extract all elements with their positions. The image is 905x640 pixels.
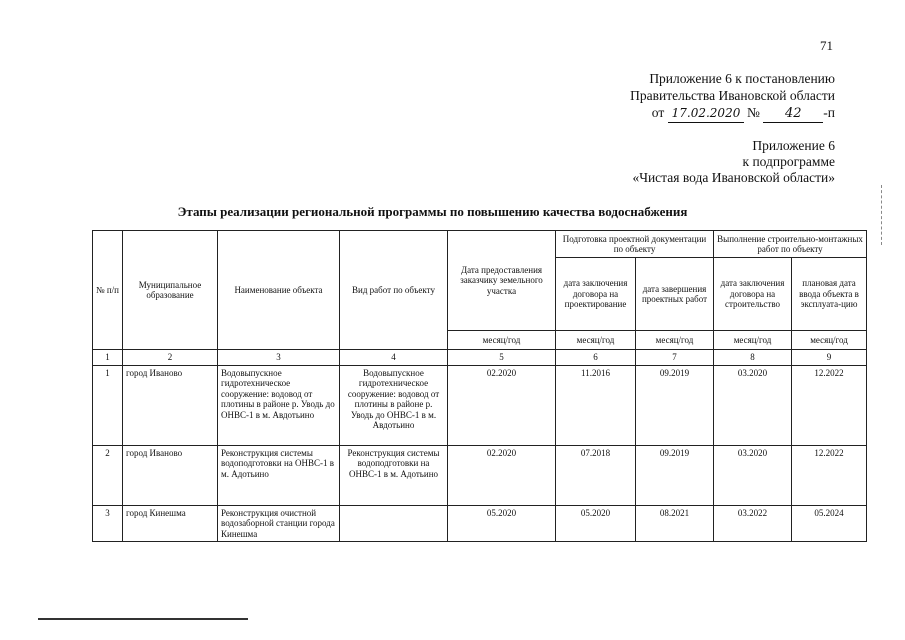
row-design-finish: 09.2019 [636,445,714,505]
row-municipality: город Иваново [123,365,218,445]
appendix-line-1: Приложение 6 к постановлению [649,71,835,86]
column-number: 1 [93,350,123,366]
row-municipality: город Иваново [123,445,218,505]
column-number-row [93,350,867,366]
table-row [93,445,867,505]
row-num: 2 [93,445,123,505]
appendix-date-line [630,104,835,123]
row-design-finish: 08.2021 [636,505,714,542]
row-land-date: 02.2020 [448,445,556,505]
column-number: 5 [448,350,556,366]
appendix-line-2: Правительства Ивановской области [630,88,835,103]
header-municipality: Муниципальное образование [123,231,218,350]
unit-cell: месяц/год [448,331,556,350]
header-object-name: Наименование объекта [218,231,340,350]
row-object-name: Реконструкция очистной водозаборной станции города Кинешма [218,505,340,542]
row-design-contract: 11.2016 [556,365,636,445]
unit-cell: месяц/год [714,331,792,350]
number-suffix: -п [823,105,835,120]
row-design-finish: 09.2019 [636,365,714,445]
row-object-name: Водовыпускное гидротехническое сооружение: водовод от плотины в районе р. Уводь до ОНВС-1 в м. Авдотьино [218,365,340,445]
footnote-divider [38,618,248,620]
unit-cell: месяц/год [636,331,714,350]
from-label: от [651,105,665,120]
scan-artifact-mark [881,185,883,245]
column-number: 4 [340,350,448,366]
header-work-type: Вид работ по объекту [340,231,448,350]
header-num: № п/п [93,231,123,350]
column-number: 3 [218,350,340,366]
unit-cell: месяц/год [792,331,867,350]
unit-cell: месяц/год [556,331,636,350]
row-work-type: Реконструкция системы водоподготовки на ОНВС-1 в м. Адотьино [340,445,448,505]
number-label: № [747,105,760,120]
row-land-date: 02.2020 [448,365,556,445]
row-construction-contract: 03.2022 [714,505,792,542]
column-number: 6 [556,350,636,366]
row-object-name: Реконструкция системы водоподготовки на ОНВС-1 в м. Адотьино [218,445,340,505]
header-row-1 [93,231,867,258]
row-construction-contract: 03.2020 [714,445,792,505]
row-commissioning: 12.2022 [792,365,867,445]
appendix-subprogram-block [632,138,835,186]
stages-table [92,230,867,542]
column-number: 7 [636,350,714,366]
header-commissioning: плановая дата ввода объекта в эксплуата-цию [792,258,867,331]
column-number: 2 [123,350,218,366]
handwritten-number: 42 [763,105,823,123]
header-design-finish: дата завершения проектных работ [636,258,714,331]
row-design-contract: 05.2020 [556,505,636,542]
row-num: 1 [93,365,123,445]
row-land-date: 05.2020 [448,505,556,542]
row-commissioning: 05.2024 [792,505,867,542]
header-group-construction: Выполнение строительно-монтажных работ по объекту [714,231,867,258]
header-land-date: Дата предоставления заказчику земельного участка [448,231,556,331]
appendix-sub-line-2: к подпрограмме [742,154,835,169]
header-construction-contract: дата заключения договора на строительство [714,258,792,331]
row-work-type: Водовыпускное гидротехническое сооружение: водовод от плотины в районе р. Уводь до ОНВС-1 в м. Авдотьино [340,365,448,445]
column-number: 9 [792,350,867,366]
row-num: 3 [93,505,123,542]
row-design-contract: 07.2018 [556,445,636,505]
appendix-sub-line-3: «Чистая вода Ивановской области» [632,170,835,185]
row-construction-contract: 03.2020 [714,365,792,445]
handwritten-date: 17.02.2020 [668,105,744,123]
row-work-type [340,505,448,542]
table-row [93,505,867,542]
appendix-sub-line-1: Приложение 6 [752,138,835,153]
row-commissioning: 12.2022 [792,445,867,505]
document-title: Этапы реализации региональной программы по повышению качества водоснабжения [177,204,688,219]
header-group-design: Подготовка проектной документации по объекту [556,231,714,258]
table-row [93,365,867,445]
page-number: 71 [820,38,833,53]
appendix-resolution-block [630,70,835,123]
column-number: 8 [714,350,792,366]
header-design-contract: дата заключения договора на проектирование [556,258,636,331]
row-municipality: город Кинешма [123,505,218,542]
